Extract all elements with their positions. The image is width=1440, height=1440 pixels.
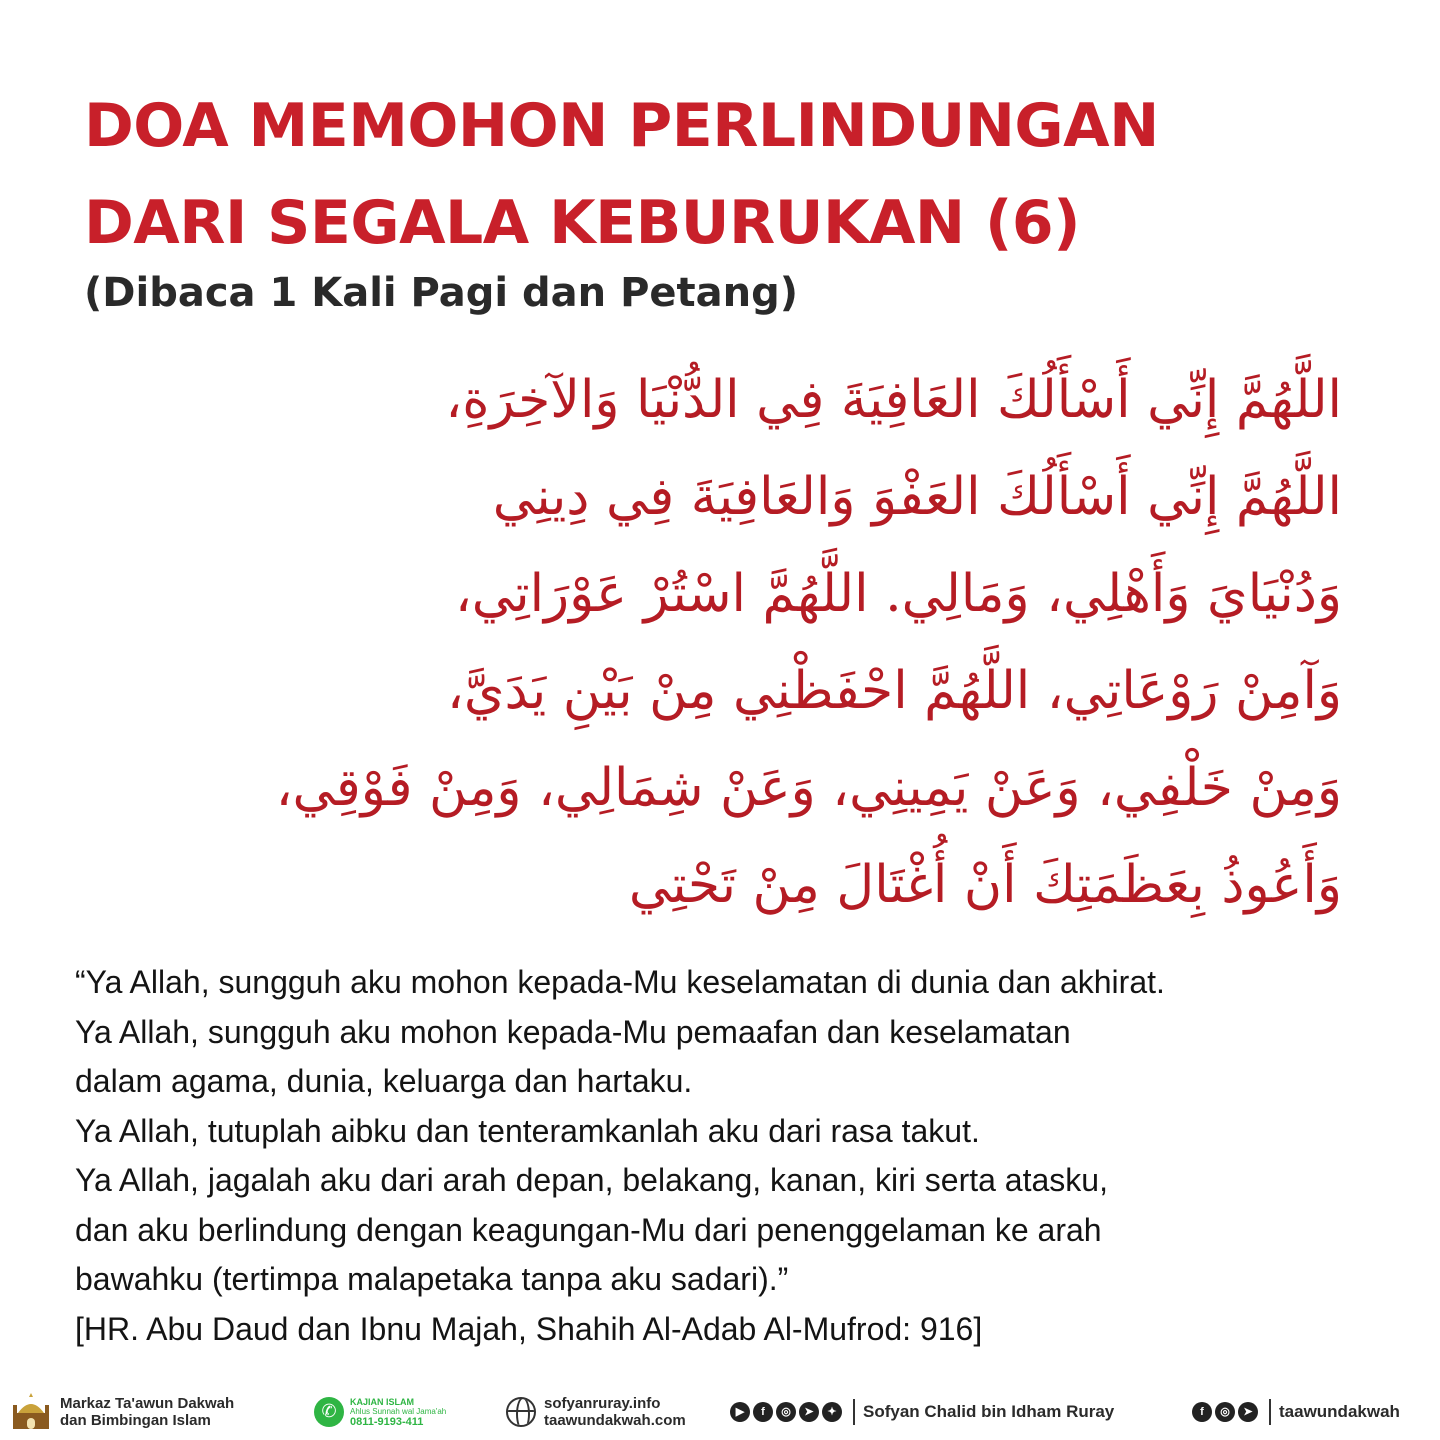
kajian-contact (314, 1397, 446, 1427)
divider (1269, 1399, 1271, 1425)
kajian-subtitle: Ahlus Sunnah wal Jama'ah (350, 1406, 447, 1416)
translation-line: Ya Allah, tutuplah aibku dan tenteramkanlah aku dari rasa takut. (75, 1112, 980, 1149)
instagram-icon[interactable]: ◎ (1215, 1402, 1235, 1422)
translation-line: Ya Allah, sungguh aku mohon kepada-Mu pemaafan dan keselamatan (75, 1013, 1071, 1050)
kajian-title: KAJIAN ISLAM (350, 1396, 415, 1407)
divider (853, 1399, 855, 1425)
telegram-icon[interactable]: ➤ (799, 1402, 819, 1422)
org-name-line-1: Markaz Ta'awun Dakwah (60, 1394, 235, 1412)
arabic-line: اللَّهُمَّ إِنِّي أَسْأَلُكَ العَافِيَةَ فِي الدُّنْيَا وَالآخِرَةِ، (445, 370, 1342, 430)
youtube-icon[interactable]: ▶ (730, 1402, 750, 1422)
translation-line: dalam agama, dunia, keluarga dan hartaku. (75, 1063, 693, 1099)
translation-line: Ya Allah, jagalah aku dari arah depan, belakang, kanan, kiri serta atasku, (75, 1162, 1108, 1198)
kajian-info (350, 1397, 446, 1427)
facebook-icon[interactable]: f (1192, 1402, 1212, 1422)
kajian-phone[interactable]: 0811-9193-411 (350, 1415, 424, 1428)
translation-line: dan aku berlindung dengan keagungan-Mu dari penenggelaman ke arah (75, 1211, 1102, 1248)
social-group-1 (730, 1399, 1114, 1425)
globe-icon (506, 1397, 536, 1427)
website-link-2[interactable]: taawundakwah.com (544, 1411, 686, 1429)
twitter-icon[interactable]: ✦ (822, 1402, 842, 1422)
website-link-1[interactable]: sofyanruray.info (544, 1394, 661, 1412)
title-line-1: DOA MEMOHON PERLINDUNGAN (84, 91, 1159, 161)
website-links (544, 1395, 686, 1429)
social-name-1: Sofyan Chalid bin Idham Ruray (863, 1401, 1115, 1421)
org-name-line-2: dan Bimbingan Islam (60, 1411, 211, 1429)
arabic-line: اللَّهُمَّ إِنِّي أَسْأَلُكَ العَفْوَ وَالعَافِيَةَ فِي دِينِي (492, 467, 1342, 527)
title-line-2: DARI SEGALA KEBURUKAN (6) (84, 188, 1081, 258)
mosque-logo (12, 1391, 50, 1433)
org-name (60, 1395, 234, 1429)
telegram-icon[interactable]: ➤ (1238, 1402, 1258, 1422)
arabic-line: وَدُنْيَايَ وَأَهْلِي، وَمَالِي. اللَّهُمَّ اسْتُرْ عَوْرَاتِي، (455, 564, 1342, 624)
hadith-reference: [HR. Abu Daud dan Ibnu Majah, Shahih Al-Adab Al-Mufrod: 916] (75, 1310, 983, 1347)
translation-line: bawahku (tertimpa malapetaka tanpa aku sadari).” (75, 1261, 789, 1297)
websites (506, 1395, 686, 1429)
arabic-prayer-text (82, 352, 1342, 934)
subtitle: (Dibaca 1 Kali Pagi dan Petang) (84, 270, 799, 316)
arabic-line: وَآمِنْ رَوْعَاتِي، اللَّهُمَّ احْفَظْنِي مِنْ بَيْنِ يَدَيَّ، (447, 661, 1342, 721)
whatsapp-icon: ✆ (314, 1397, 344, 1427)
footer-bar (0, 1383, 1440, 1440)
social-group-2 (1192, 1399, 1400, 1425)
social-name-2: taawundakwah (1279, 1401, 1400, 1421)
arabic-line: وَأَعُوذُ بِعَظَمَتِكَ أَنْ أُغْتَالَ مِنْ تَحْتِي (628, 855, 1342, 915)
translation-text (75, 958, 1395, 1354)
org-brand (12, 1391, 234, 1433)
translation-line: “Ya Allah, sungguh aku mohon kepada-Mu keselamatan di dunia dan akhirat. (75, 964, 1165, 1000)
instagram-icon[interactable]: ◎ (776, 1402, 796, 1422)
page-title (84, 78, 1384, 272)
facebook-icon[interactable]: f (753, 1402, 773, 1422)
arabic-line: وَمِنْ خَلْفِي، وَعَنْ يَمِينِي، وَعَنْ شِمَالِي، وَمِنْ فَوْقِي، (275, 758, 1342, 818)
